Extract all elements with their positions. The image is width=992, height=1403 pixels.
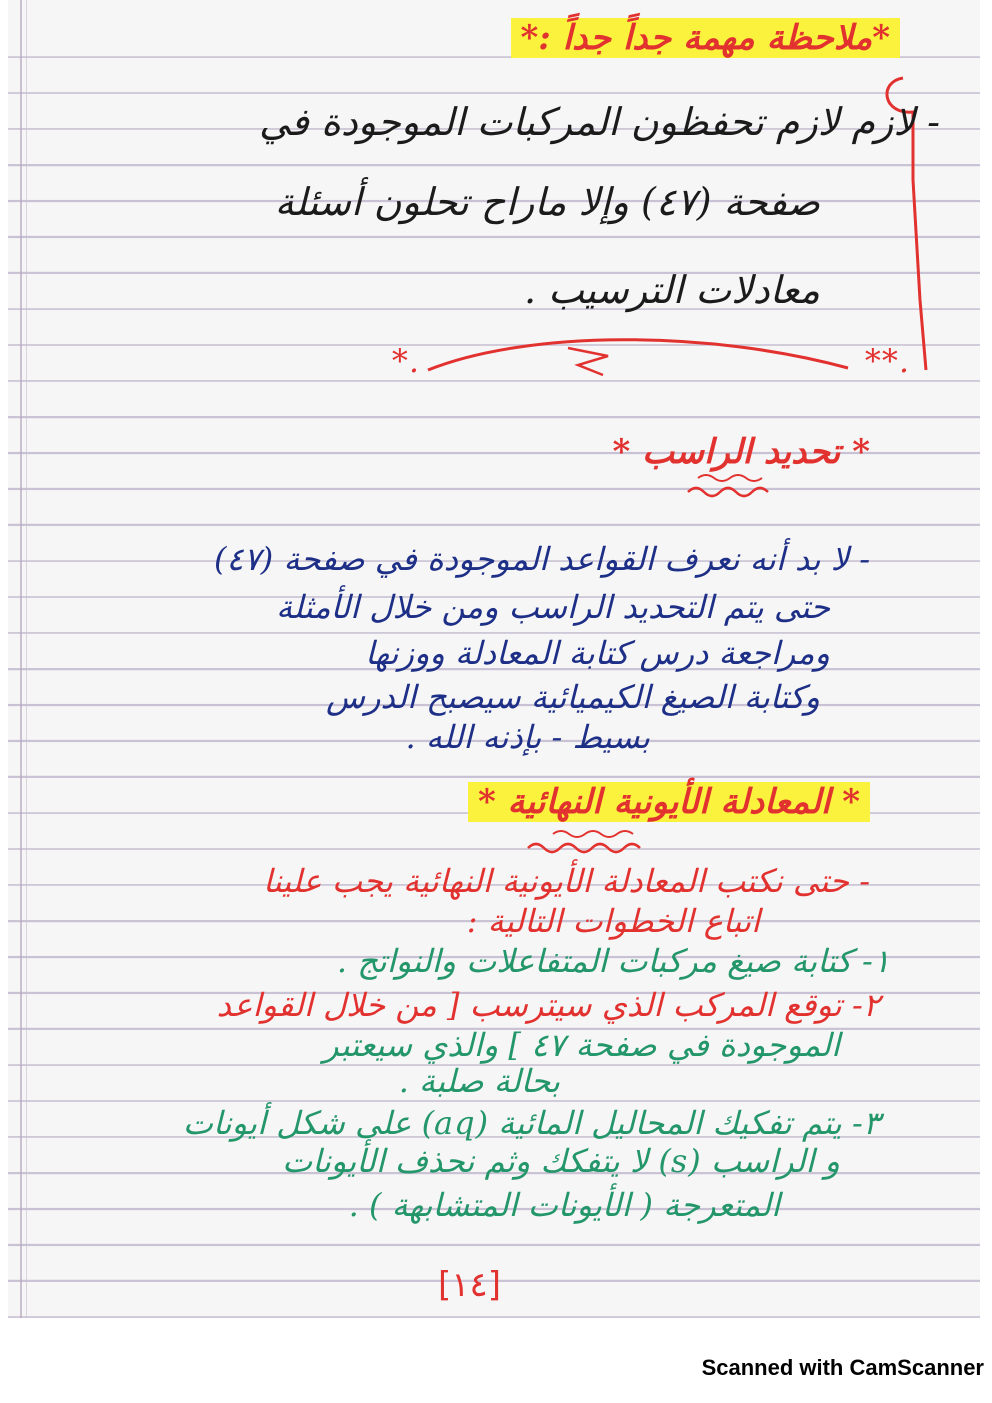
step-2-line-2: الموجودة في صفحة ٤٧ ] والذي سيعتبر bbox=[323, 1026, 840, 1064]
precipitate-line-5: بسيط - بإذنه الله . bbox=[405, 718, 650, 756]
net-ionic-heading-text: * المعادلة الأيونية النهائية * bbox=[468, 782, 870, 822]
step-2-line-3: بحالة صلبة . bbox=[398, 1062, 560, 1100]
net-ionic-squiggle-2 bbox=[553, 831, 633, 837]
scanner-watermark: Scanned with CamScanner bbox=[701, 1355, 984, 1380]
note-arc-flourish bbox=[568, 348, 608, 375]
note-line-3: معادلات الترسيب . bbox=[523, 268, 820, 312]
note-stars-right: .** bbox=[864, 342, 910, 380]
step-3-line-2: و الراسب (s) لا يتفكك وثم نحذف الأيونات bbox=[282, 1142, 840, 1180]
step-2-line-1: ٢- توقع المركب الذي سيترسب [ من خلال القواعد bbox=[216, 986, 880, 1024]
note-arc-stroke bbox=[428, 340, 848, 370]
page-number: [١٤] bbox=[438, 1265, 502, 1305]
step-3-line-1: ٣- يتم تفكيك المحاليل المائية (aq) على شكل أيونات bbox=[182, 1104, 880, 1142]
precipitate-squiggle-2 bbox=[698, 475, 762, 481]
net-ionic-squiggle-1 bbox=[528, 844, 640, 852]
precipitate-line-3: ومراجعة درس كتابة المعادلة ووزنها bbox=[365, 634, 830, 672]
precipitate-squiggle-1 bbox=[688, 488, 768, 496]
net-ionic-intro-1: - حتى نكتب المعادلة الأيونية النهائية يجب علينا bbox=[262, 862, 870, 900]
precipitate-line-2: حتى يتم التحديد الراسب ومن خلال الأمثلة bbox=[276, 588, 830, 626]
step-1: ١- كتابة صيغ مركبات المتفاعلات والنواتج . bbox=[336, 942, 890, 980]
notebook-page bbox=[8, 0, 980, 1318]
note-line-2: صفحة (٤٧) وإلا ماراح تحلون أسئلة bbox=[274, 180, 820, 224]
net-ionic-heading bbox=[468, 782, 870, 822]
note-line-1: - لازم لازم تحفظون المركبات الموجودة في bbox=[259, 100, 940, 144]
precipitate-heading: * تحديد الراسب * bbox=[612, 432, 870, 472]
step-3-line-3: المتعرجة ( الأيونات المتشابهة ) . bbox=[348, 1186, 780, 1224]
precipitate-line-4: وكتابة الصيغ الكيميائية سيصبح الدرس bbox=[326, 678, 820, 716]
net-ionic-intro-2: اتباع الخطوات التالية : bbox=[466, 902, 760, 940]
note-heading-text: *ملاحظة مهمة جداً جداً :* bbox=[511, 18, 900, 58]
precipitate-line-1: - لا بد أنه نعرف القواعد الموجودة في صفحة (٤٧) bbox=[213, 540, 870, 578]
note-heading bbox=[511, 18, 900, 58]
note-stars-left: .* bbox=[391, 342, 420, 380]
